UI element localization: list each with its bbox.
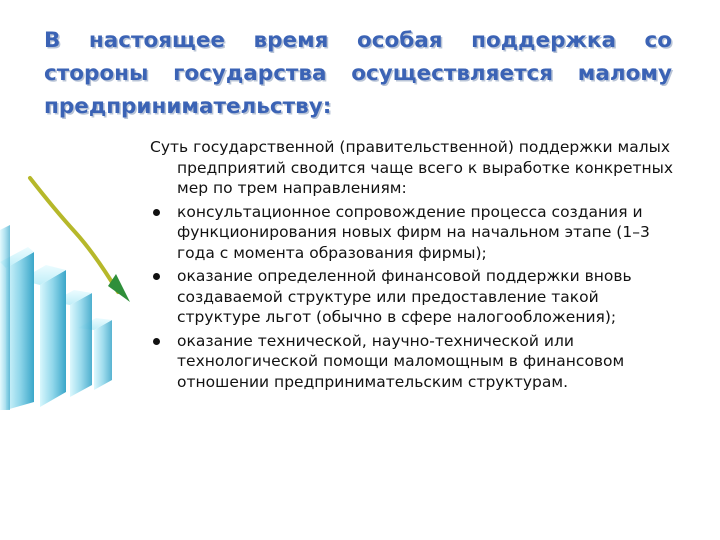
- chart-bars: [0, 225, 112, 410]
- bullet-icon: [153, 209, 160, 216]
- list-item: [150, 266, 685, 328]
- slide-body: [150, 137, 685, 395]
- bullet-icon: [153, 338, 160, 345]
- list-item: [150, 331, 685, 393]
- list-item: [150, 202, 685, 264]
- growth-bar-chart-with-arrow-icon: [0, 170, 150, 410]
- bullet-icon: [153, 273, 160, 280]
- list-item-text: консультационное сопровождение процесса создания и функционирования новых фирм на начальном этапе (1–3 года с момента образования фирмы);: [177, 202, 650, 262]
- intro-paragraph: Суть государственной (правительственной) поддержки малых предприятий сводится чаще всего к выработке конкретных мер по трем направлениям:: [150, 138, 674, 197]
- list-item-text: оказание определенной финансовой поддержки вновь создаваемой структуре или предоставление такой структуре льгот (обычно в сфере налогообложения);: [177, 267, 632, 326]
- list-item-text: оказание технической, научно-технической или технологической помощи маломощным в финансовом отношении предпринимательским структурам.: [177, 331, 625, 391]
- slide-title: В настоящее время особая поддержка со стороны государства осуществляется малому предпринимательству:: [44, 28, 672, 119]
- bullet-list: [150, 202, 685, 393]
